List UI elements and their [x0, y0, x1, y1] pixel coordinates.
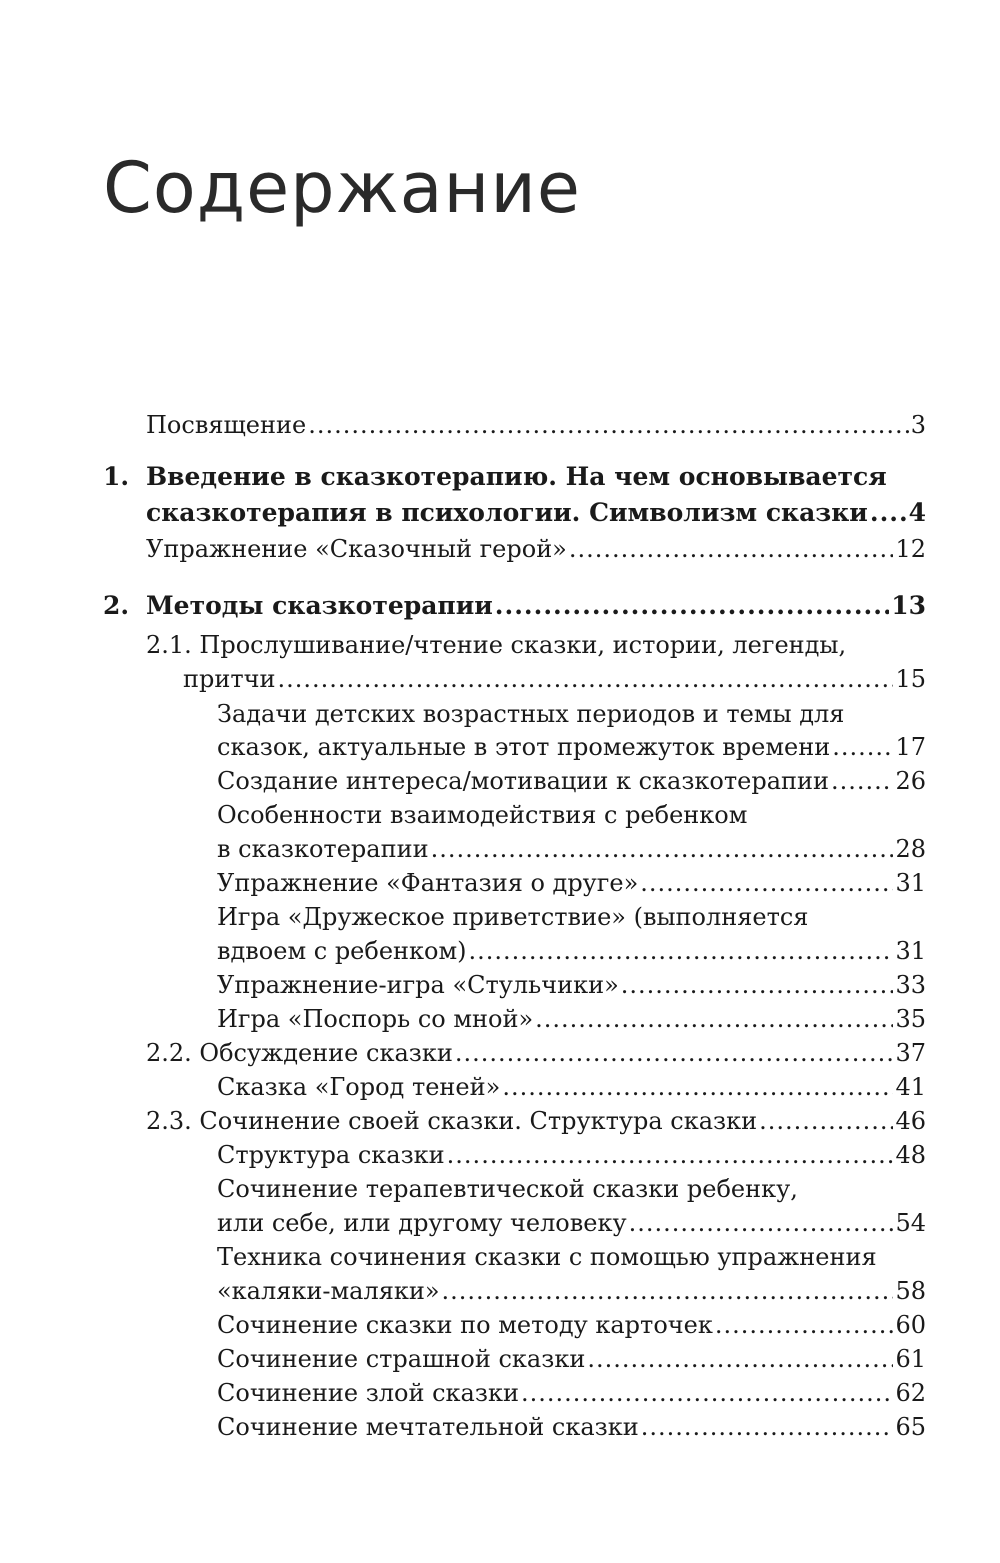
toc-page-number: 60 — [895, 1311, 926, 1339]
toc-page-number: 54 — [895, 1209, 926, 1237]
toc-page-number: 65 — [895, 1413, 926, 1441]
toc-entry-2-1-item-1[interactable] — [217, 730, 926, 764]
toc-entry-2-2-item-1[interactable] — [217, 1070, 926, 1104]
toc-entry-section-2-2[interactable] — [146, 1036, 926, 1070]
dot-leader — [431, 832, 894, 866]
toc-entry-chapter-1[interactable] — [146, 496, 926, 530]
dot-leader — [641, 1410, 894, 1444]
toc-page-number: 17 — [895, 733, 926, 761]
toc-entry-2-1-item-1-line1[interactable]: Задачи детских возрастных периодов и темы для — [217, 700, 845, 728]
toc-entry-2-1-item-2[interactable] — [217, 764, 926, 798]
toc-entry-title: 2.3. Сочинение своей сказки. Структура сказки — [146, 1107, 758, 1135]
toc-page-number: 37 — [895, 1039, 926, 1067]
dot-leader — [759, 1104, 893, 1138]
toc-entry-2-1-item-7[interactable] — [217, 1002, 926, 1036]
toc-entry-title: Сочинение страшной сказки — [217, 1345, 586, 1373]
toc-page-number: 31 — [895, 869, 926, 897]
toc-entry-title: Методы сказкотерапии — [146, 591, 493, 620]
toc-entry-2-3-item-3-line1[interactable]: Техника сочинения сказки с помощью упражнения — [217, 1243, 877, 1271]
dot-leader — [831, 764, 893, 798]
toc-entry-2-3-item-7[interactable] — [217, 1410, 926, 1444]
dot-leader — [495, 589, 889, 623]
toc-entry-title: сказок, актуальные в этот промежуток времени — [217, 733, 831, 761]
toc-entry-title: 2.2. Обсуждение сказки — [146, 1039, 453, 1067]
dot-leader — [587, 1342, 893, 1376]
toc-entry-dedication[interactable] — [146, 408, 926, 442]
toc-entry-title: Игра «Поспорь со мной» — [217, 1005, 534, 1033]
toc-page-number: 12 — [895, 535, 926, 563]
dot-leader — [832, 730, 893, 764]
toc-entry-2-1-item-3-line1[interactable]: Особенности взаимодействия с ребенком — [217, 801, 748, 829]
chapter-number-2: 2. — [103, 591, 130, 620]
toc-entry-chapter-1-line1[interactable]: Введение в сказкотерапию. На чем основывается — [146, 462, 887, 491]
dot-leader — [447, 1138, 894, 1172]
dot-leader — [278, 662, 894, 696]
toc-page-number: 31 — [895, 937, 926, 965]
dot-leader — [715, 1308, 894, 1342]
toc-entry-2-3-item-2-line1[interactable]: Сочинение терапевтической сказки ребенку, — [217, 1175, 798, 1203]
toc-entry-2-1-item-3[interactable] — [217, 832, 926, 866]
toc-entry-title: Упражнение «Фантазия о друге» — [217, 869, 639, 897]
toc-entry-title: в сказкотерапии — [217, 835, 429, 863]
toc-entry-section-2-1-line1[interactable]: 2.1. Прослушивание/чтение сказки, истории, легенды, — [146, 631, 847, 659]
toc-entry-2-1-item-4[interactable] — [217, 866, 926, 900]
toc-page-number: 61 — [895, 1345, 926, 1373]
toc-entry-2-1-item-5-line1[interactable]: Игра «Дружеское приветствие» (выполняется — [217, 903, 809, 931]
toc-entry-title: Создание интереса/мотивации к сказкотерапии — [217, 767, 830, 795]
toc-entry-title: Сочинение мечтательной сказки — [217, 1413, 639, 1441]
toc-entry-2-1-item-5[interactable] — [217, 934, 926, 968]
toc-entry-2-1-item-6[interactable] — [217, 968, 926, 1002]
dot-leader — [455, 1036, 894, 1070]
dot-leader — [640, 866, 893, 900]
dot-leader — [469, 934, 894, 968]
toc-entry-title: притчи — [183, 665, 276, 693]
toc-entry-title: «каляки-маляки» — [217, 1277, 440, 1305]
dot-leader — [308, 408, 909, 442]
toc-entry-title: Сказка «Город теней» — [217, 1073, 501, 1101]
toc-entry-chapter-2[interactable] — [146, 589, 926, 623]
toc-entry-title: Структура сказки — [217, 1141, 445, 1169]
toc-entry-ch1-exercise[interactable] — [146, 532, 926, 566]
toc-page-number: 33 — [895, 971, 926, 999]
toc-page-number: 35 — [895, 1005, 926, 1033]
toc-page-number: 15 — [895, 665, 926, 693]
toc-entry-2-3-item-1[interactable] — [217, 1138, 926, 1172]
toc-entry-2-3-item-2[interactable] — [217, 1206, 926, 1240]
toc-entry-title: или себе, или другому человеку — [217, 1209, 627, 1237]
toc-entry-2-3-item-4[interactable] — [217, 1308, 926, 1342]
toc-page-number: 62 — [895, 1379, 926, 1407]
toc-page-number: 26 — [895, 767, 926, 795]
toc-entry-title: Сочинение сказки по методу карточек — [217, 1311, 713, 1339]
toc-page-number: 48 — [895, 1141, 926, 1169]
toc-entry-title: сказкотерапия в психологии. Символизм сказки — [146, 498, 868, 527]
dot-leader — [502, 1070, 893, 1104]
toc-entry-section-2-1[interactable] — [183, 662, 926, 696]
dot-leader — [569, 532, 894, 566]
dot-leader — [870, 496, 907, 530]
toc-page-number: 4 — [908, 498, 926, 527]
toc-page-number: 3 — [910, 411, 926, 439]
toc-page-number: 13 — [891, 591, 926, 620]
toc-entry-title: Упражнение-игра «Стульчики» — [217, 971, 619, 999]
toc-entry-title: вдвоем с ребенком) — [217, 937, 467, 965]
toc-page-number: 58 — [895, 1277, 926, 1305]
toc-entry-section-2-3[interactable] — [146, 1104, 926, 1138]
toc-entry-2-3-item-5[interactable] — [217, 1342, 926, 1376]
chapter-number-1: 1. — [103, 462, 130, 491]
page-title: Содержание — [103, 147, 581, 229]
dot-leader — [521, 1376, 894, 1410]
dot-leader — [535, 1002, 893, 1036]
dot-leader — [621, 968, 894, 1002]
toc-entry-title: Посвящение — [146, 411, 307, 439]
toc-entry-2-3-item-3[interactable] — [217, 1274, 926, 1308]
toc-entry-title: Упражнение «Сказочный герой» — [146, 535, 567, 563]
toc-entry-2-3-item-6[interactable] — [217, 1376, 926, 1410]
toc-entry-title: Сочинение злой сказки — [217, 1379, 519, 1407]
dot-leader — [442, 1274, 894, 1308]
dot-leader — [629, 1206, 894, 1240]
toc-page-number: 28 — [895, 835, 926, 863]
toc-page-number: 41 — [895, 1073, 926, 1101]
toc-page-number: 46 — [895, 1107, 926, 1135]
